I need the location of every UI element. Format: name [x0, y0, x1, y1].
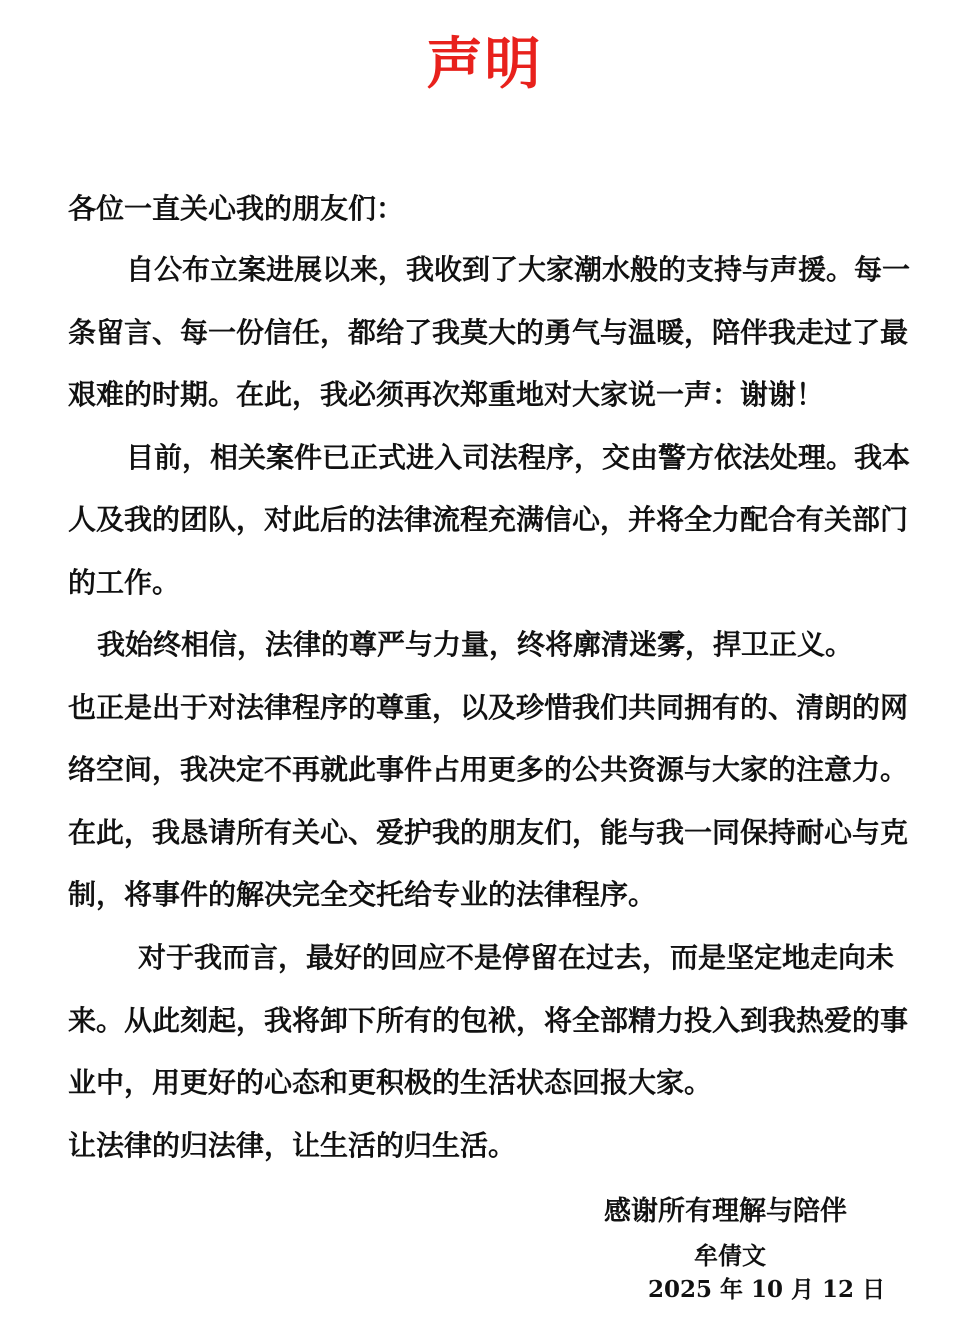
paragraph-3-line-1: 我始终相信，法律的尊严与力量，终将廓清迷雾，捍卫正义。 [97, 628, 854, 661]
signature-date: 2025 年 10 月 12 日 [648, 1276, 886, 1303]
greeting: 各位一直关心我的朋友们： [68, 192, 405, 225]
paragraph-4-line-3: 在此，我恳请所有关心、爱护我的朋友们，能与我一同保持耐心与克 [68, 816, 909, 849]
paragraph-5-line-3: 业中，用更好的心态和更积极的生活状态回报大家。 [68, 1066, 713, 1099]
paragraph-1-line-3: 艰难的时期。在此，我必须再次郑重地对大家说一声：谢谢！ [68, 378, 825, 411]
paragraph-5-line-2: 来。从此刻起，我将卸下所有的包袱，将全部精力投入到我热爱的事 [68, 1004, 909, 1037]
paragraph-2-line-3: 的工作。 [68, 566, 181, 599]
paragraph-4-line-2: 络空间，我决定不再就此事件占用更多的公共资源与大家的注意力。 [68, 753, 909, 786]
paragraph-1-line-1: 自公布立案进展以来，我收到了大家潮水般的支持与声援。每一 [126, 253, 911, 286]
paragraph-5-line-1: 对于我而言，最好的回应不是停留在过去，而是坚定地走向未 [138, 941, 895, 974]
signature-name: 牟倩文 [694, 1242, 766, 1270]
paragraph-6-line-1: 让法律的归法律，让生活的归生活。 [68, 1129, 517, 1162]
paragraph-2-line-1: 目前，相关案件已正式进入司法程序，交由警方依法处理。我本 [126, 441, 911, 474]
signature-thanks: 感谢所有理解与陪伴 [604, 1196, 847, 1227]
document-title: 声明 [426, 32, 543, 97]
paragraph-4-line-1: 也正是出于对法律程序的尊重，以及珍惜我们共同拥有的、清朗的网 [68, 691, 909, 724]
paragraph-2-line-2: 人及我的团队，对此后的法律流程充满信心，并将全力配合有关部门 [68, 503, 909, 536]
paragraph-4-line-4: 制，将事件的解决完全交托给专业的法律程序。 [68, 878, 657, 911]
paragraph-1-line-2: 条留言、每一份信任，都给了我莫大的勇气与温暖，陪伴我走过了最 [68, 316, 909, 349]
